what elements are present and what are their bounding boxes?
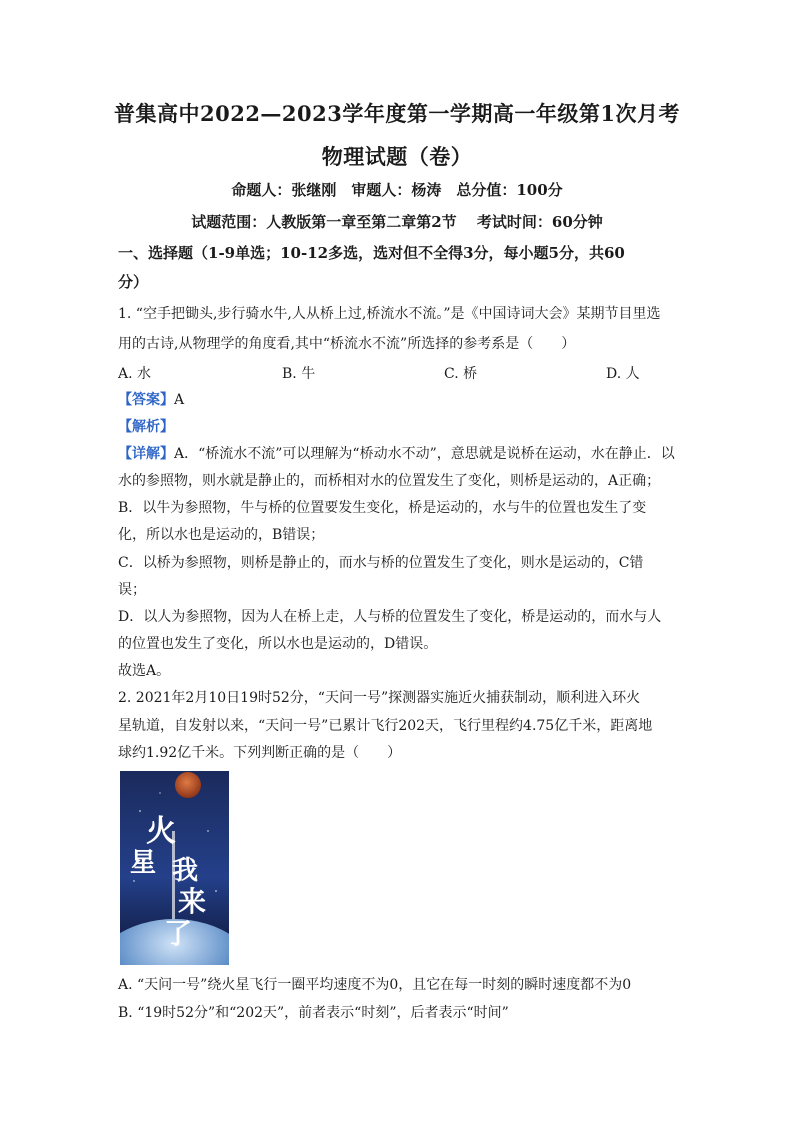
poster-char-2: 星 [130, 848, 157, 878]
q1-analysis [118, 417, 174, 437]
q1-detail-line4: 化，所以水也是运动的，B错误； [118, 527, 325, 543]
poster-char-3: 我 [172, 856, 199, 886]
analysis-tag: 【解析】 [118, 419, 174, 435]
q1-answer [118, 390, 184, 410]
q1-detail-line6: 误； [118, 582, 146, 598]
q2-stem-line3: 球约1.92亿千米。下列判断正确的是（ ） [118, 745, 402, 761]
q1-detail-line5: C．以桥为参照物，则桥是静止的，而水与桥的位置发生了变化，则水是运动的，C错 [118, 555, 644, 571]
q1-detail-line2: 水的参照物，则水就是静止的，而桥相对水的位置发生了变化，则桥是运动的，A正确； [118, 473, 661, 489]
q2-option-b: B. “19时52分”和“202天”，前者表示“时刻”，后者表示“时间” [118, 1005, 509, 1021]
q1-detail-line8: 的位置也发生了变化，所以水也是运动的，D错误。 [118, 636, 438, 652]
detail-text: A．“桥流水不流”可以理解为“桥动水不动”，意思就是说桥在运动，水在静止．以 [174, 446, 675, 462]
poster-char-1: 火 [146, 814, 176, 849]
q2-option-a: A. “天问一号”绕火星飞行一圈平均速度不为0，且它在每一时刻的瞬时速度都不为0 [118, 977, 632, 993]
answer-tag: 【答案】 [118, 392, 174, 408]
mars-poster-graphic [120, 771, 229, 965]
q2-stem-line1: 2. 2021年2月10日19时52分，“天问一号”探测器实施近火捕获制动，顺利进入环火 [118, 690, 641, 706]
q1-option-d: D. 人 [606, 366, 640, 382]
section-heading-line2: 分） [118, 273, 149, 291]
exam-authors: 命题人：张继刚 审题人：杨涛 总分值：100分 [231, 181, 563, 199]
answer-value: A [174, 392, 185, 408]
q2-stem-line2: 星轨道，自发射以来，“天问一号”已累计飞行202天，飞行里程约4.75亿千米，距离地 [118, 718, 653, 734]
exam-scope: 试题范围：人教版第一章至第二章第2节 考试时间：60分钟 [191, 213, 603, 231]
q1-option-a: A. 水 [118, 366, 152, 382]
q1-option-b: B. 牛 [282, 366, 316, 382]
q1-detail-line3: B．以牛为参照物，牛与桥的位置要发生变化，桥是运动的，水与牛的位置也发生了变 [118, 500, 647, 516]
detail-tag: 【详解】 [118, 446, 174, 462]
mars-poster-image [120, 771, 229, 965]
q1-option-c: C. 桥 [444, 366, 478, 382]
q1-detail-line1 [118, 444, 675, 464]
exam-title-line2: 物理试题（卷） [321, 144, 473, 169]
q1-detail-line7: D．以人为参照物，因为人在桥上走，人与桥的位置发生了变化，桥是运动的，而水与人 [118, 609, 662, 625]
section-heading-line1: 一、选择题（1-9单选；10-12多选，选对但不全得3分，每小题5分，共60 [118, 244, 625, 262]
q1-stem-line2: 用的古诗,从物理学的角度看,其中“桥流水不流”所选择的参考系是（ ） [118, 336, 576, 352]
exam-title-line1: 普集高中2022—2023学年度第一学期高一年级第1次月考 [113, 101, 680, 126]
q1-stem-line1: 1. “空手把锄头,步行骑水牛,人从桥上过,桥流水不流。”是《中国诗词大会》某期节目里选 [118, 306, 661, 322]
poster-char-4: 来 [178, 885, 207, 918]
mars-planet [175, 772, 201, 798]
poster-char-5: 了 [164, 917, 193, 950]
q1-detail-line9: 故选A。 [118, 663, 171, 679]
